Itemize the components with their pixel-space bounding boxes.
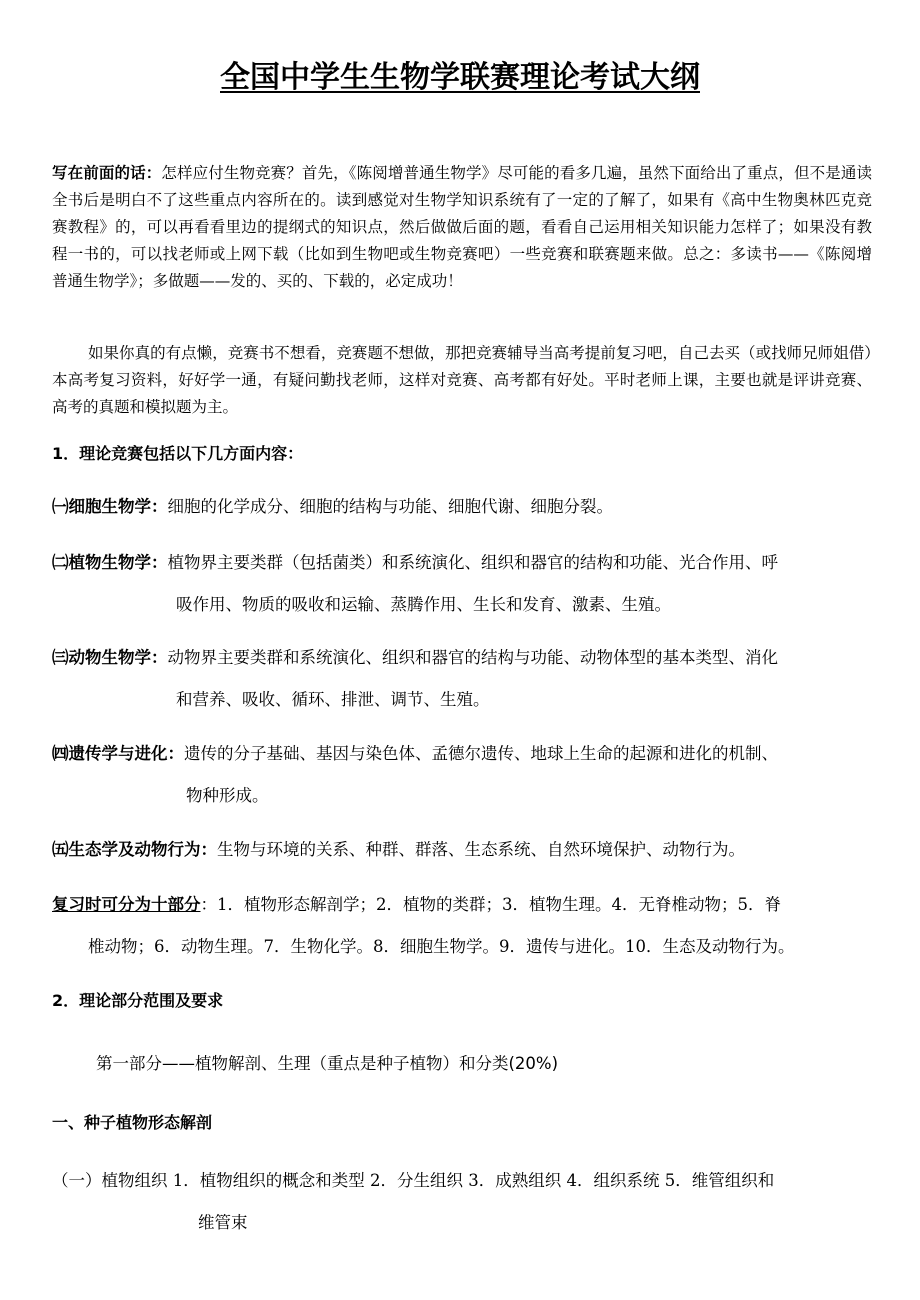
intro-lead: 写在前面的话： <box>52 164 162 182</box>
item-label: ㈤生态学及动物行为： <box>52 840 217 859</box>
item-text: 细胞的化学成分、细胞的结构与功能、细胞代谢、细胞分裂。 <box>167 497 613 516</box>
review-parts <box>52 884 874 968</box>
item-text-continued: 和营养、吸收、循环、排泄、调节、生殖。 <box>176 690 490 709</box>
second-paragraph: 如果你真的有点懒，竞赛书不想看，竞赛题不想做，那把竞赛辅导当高考提前复习吧，自己去买（或找师兄师姐借）本高考复习资料，好好学一通，有疑问勤找老师，这样对竞赛、高考都有好处。平时老师上课，主要也就是评讲竞赛、高考的真题和模拟题为主。 <box>52 344 872 416</box>
review-label: 复习时可分为十部分 <box>52 895 201 914</box>
section-heading-2: 2．理论部分范围及要求 <box>52 991 224 1010</box>
part-one-title: 第一部分——植物解剖、生理（重点是种子植物）和分类(20%) <box>96 1054 559 1073</box>
item-label: ㈡植物生物学： <box>52 553 168 572</box>
content-item-genetics-evolution <box>52 733 872 817</box>
item-text: 生物与环境的关系、种群、群落、生态系统、自然环境保护、动物行为。 <box>217 840 745 859</box>
content-item-plant-biology <box>52 542 872 626</box>
page-title-text: 全国中学生生物学联赛理论考试大纲 <box>220 60 700 95</box>
item-text: 遗传的分子基础、基因与染色体、孟德尔遗传、地球上生命的起源和进化的机制、 <box>184 744 778 763</box>
item-text: 植物界主要类群（包括菌类）和系统演化、组织和器官的结构和功能、光合作用、呼 <box>167 553 778 572</box>
plant-tissue-item <box>52 1160 882 1244</box>
content-item-ecology-behavior <box>52 829 872 871</box>
sub-text: （一）植物组织 1．植物组织的概念和类型 2．分生组织 3．成熟组织 4．组织系统 5．维管组织和 <box>52 1171 775 1190</box>
review-text-continued: 椎动物；6．动物生理。7．生物化学。8．细胞生物学。9．遗传与进化。10．生态及动物行为。 <box>88 937 795 956</box>
page-title <box>0 58 920 98</box>
sub-text-continued: 维管束 <box>198 1213 248 1232</box>
content-item-animal-biology <box>52 637 872 721</box>
item-label: ㈣遗传学与进化： <box>52 744 184 763</box>
item-text-continued: 吸作用、物质的吸收和运输、蒸腾作用、生长和发育、激素、生殖。 <box>176 595 671 614</box>
intro-paragraph <box>52 160 872 295</box>
content-item-cell-biology <box>52 486 872 528</box>
review-text: ：1．植物形态解剖学；2．植物的类群；3．植物生理。4．无脊椎动物；5．脊 <box>200 895 781 914</box>
item-label: ㈠细胞生物学： <box>52 497 168 516</box>
intro-text: 怎样应付生物竞赛？首先，《陈阅增普通生物学》尽可能的看多几遍，虽然下面给出了重点，但不是通读全书后是明白不了这些重点内容所在的。读到感觉对生物学知识系统有了一定的了解了，如果有《高中生物奥林匹克竞赛教程》的，可以再看看里边的提纲式的知识点，然后做做后面的题，看看自己运用相关知识能力怎样了；如果没有教程一书的，可以找老师或上网下载（比如到生物吧或生物竞赛吧）一些竞赛和联赛题来做。总之：多读书——《陈阅增普通生物学》；多做题——发的、买的、下载的，必定成功！ <box>52 164 872 290</box>
item-label: ㈢动物生物学： <box>52 648 168 667</box>
item-text: 动物界主要类群和系统演化、组织和器官的结构与功能、动物体型的基本类型、消化 <box>167 648 778 667</box>
subsection-heading: 一、种子植物形态解剖 <box>52 1113 213 1132</box>
section-heading-1: 1．理论竞赛包括以下几方面内容： <box>52 444 304 463</box>
item-text-continued: 物种形成。 <box>186 786 269 805</box>
